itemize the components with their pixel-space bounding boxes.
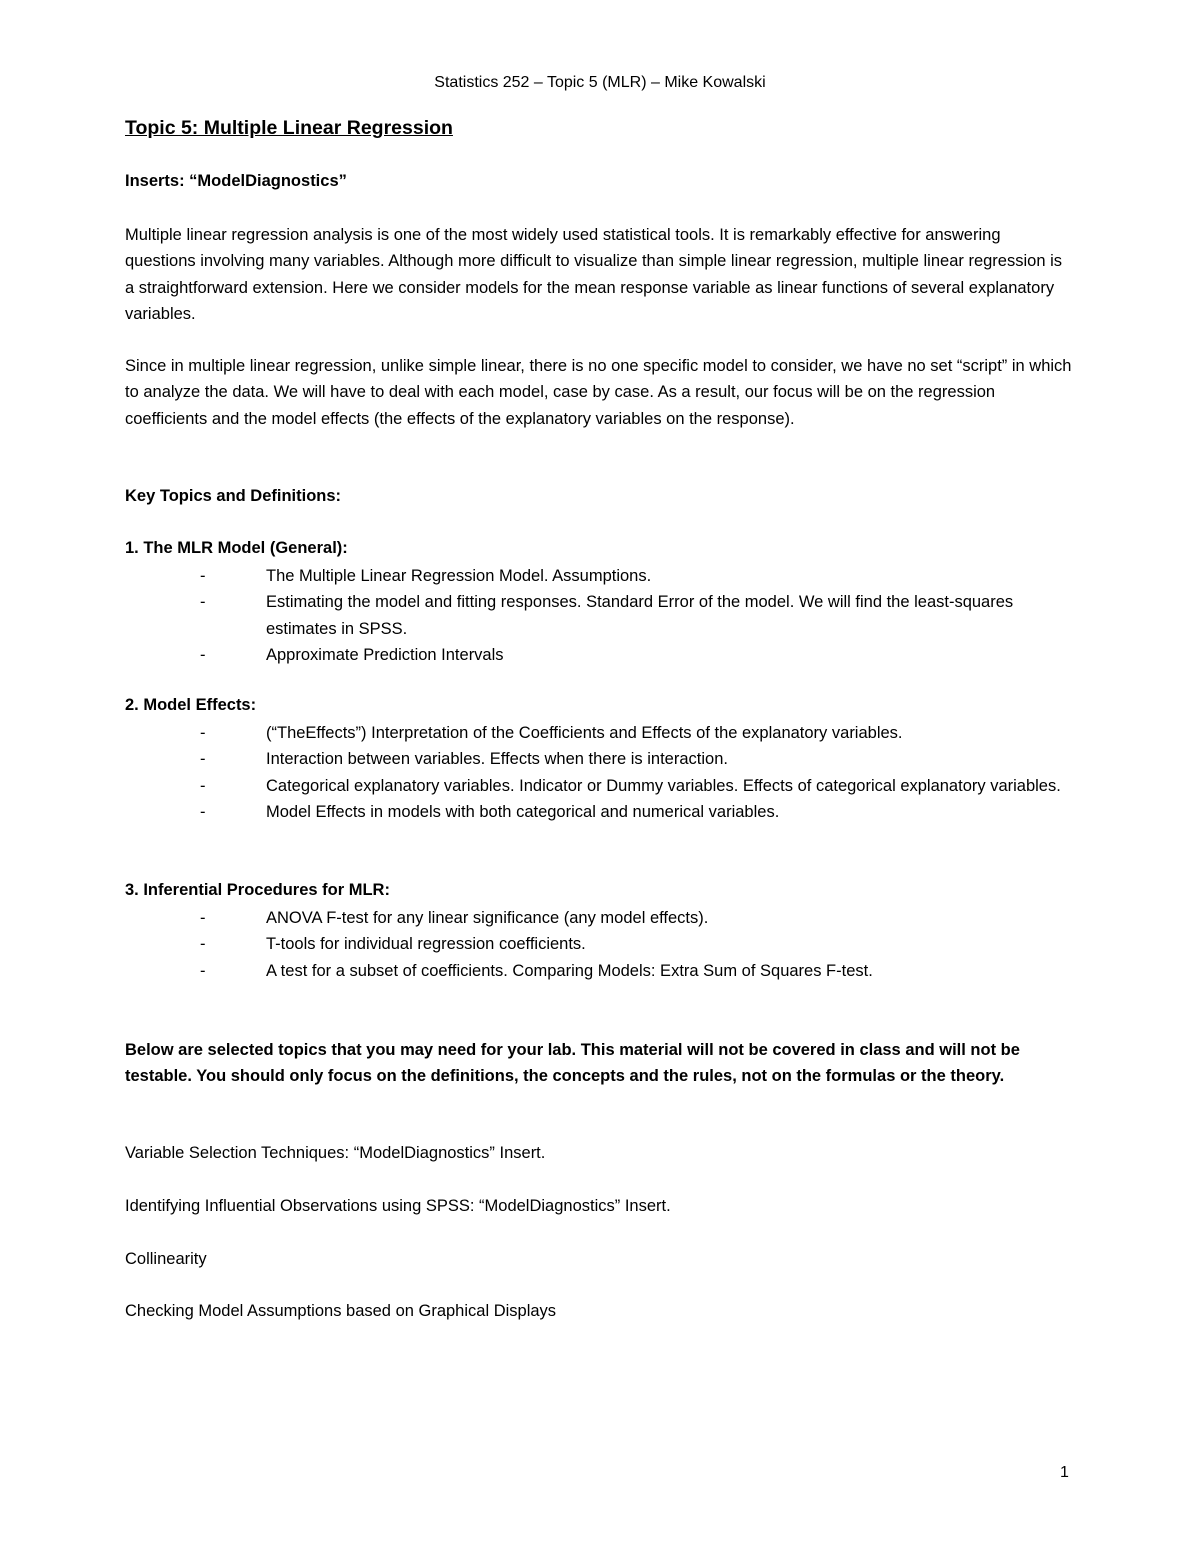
list-item — [200, 746, 1080, 772]
dash-bullet: - — [200, 961, 206, 980]
list-item — [200, 773, 1080, 799]
list-item-text: Model Effects in models with both categorical and numerical variables. — [266, 802, 780, 821]
dash-bullet: - — [200, 593, 206, 612]
list-item-text: Estimating the model and fitting responses. Standard Error of the model. We will find the least-squares estimates in SPSS. — [266, 593, 1014, 638]
list-item — [200, 642, 1080, 668]
list-item-text: A test for a subset of coefficients. Comparing Models: Extra Sum of Squares F-test. — [266, 961, 873, 980]
list-item — [200, 931, 1080, 957]
inserts-line: Inserts: “ModelDiagnostics” — [125, 172, 347, 190]
list-item — [200, 563, 1080, 589]
list-item-text: ANOVA F-test for any linear significance (any model effects). — [266, 909, 709, 927]
dash-bullet: - — [200, 909, 206, 927]
dash-bullet: - — [200, 802, 206, 821]
section-heading-inferential-procedures: 3. Inferential Procedures for MLR: — [125, 881, 390, 899]
list-item — [200, 905, 1080, 931]
dash-bullet: - — [200, 750, 206, 769]
selected-topic-influential-observations: Identifying Influential Observations using SPSS: “ModelDiagnostics” Insert. — [125, 1197, 671, 1215]
selected-topic-model-assumptions: Checking Model Assumptions based on Graphical Displays — [125, 1302, 557, 1320]
list-item-text: Interaction between variables. Effects when there is interaction. — [266, 750, 728, 769]
page-header: Statistics 252 – Topic 5 (MLR) – Mike Kowalski — [434, 74, 766, 91]
focus-paragraph: Since in multiple linear regression, unlike simple linear, there is no one specific model to consider, we have no set “script” in which to analyze the data. We will have to deal with each model, case by case. As a result, our focus will be on the regression coefficients and the model effects (the effects of the explanatory variables on the response). — [125, 357, 1072, 428]
key-topics-heading: Key Topics and Definitions: — [125, 487, 342, 505]
dash-bullet: - — [200, 724, 206, 742]
list-item-text: The Multiple Linear Regression Model. Assumptions. — [266, 567, 652, 585]
dash-bullet: - — [200, 645, 206, 664]
list-item-text: T-tools for individual regression coefficients. — [266, 935, 586, 954]
page-number: 1 — [1060, 1464, 1069, 1481]
lab-note-paragraph: Below are selected topics that you may need for your lab. This material will not be covered in class and will not be testable. You should only focus on the definitions, the concepts and the rules, not on the formulas or the theory. — [125, 1041, 1020, 1086]
page-title: Topic 5: Multiple Linear Regression — [125, 117, 453, 139]
dash-bullet: - — [200, 567, 206, 585]
list-item — [200, 720, 1080, 746]
list-item-text: Categorical explanatory variables. Indicator or Dummy variables. Effects of categorical explanatory variables. — [266, 776, 1061, 795]
list-item — [200, 958, 1080, 984]
list-item — [200, 589, 1080, 642]
selected-topic-variable-selection: Variable Selection Techniques: “ModelDiagnostics” Insert. — [125, 1144, 546, 1162]
section-heading-model-effects: 2. Model Effects: — [125, 696, 257, 714]
selected-topic-collinearity: Collinearity — [125, 1250, 207, 1268]
list-item-text: (“TheEffects”) Interpretation of the Coefficients and Effects of the explanatory variables. — [266, 724, 903, 742]
list-item-text: Approximate Prediction Intervals — [266, 645, 504, 664]
section-heading-mlr-model: 1. The MLR Model (General): — [125, 539, 348, 557]
section-list-mlr-model — [200, 563, 1080, 668]
dash-bullet: - — [200, 776, 206, 795]
section-list-model-effects — [200, 720, 1080, 825]
intro-paragraph: Multiple linear regression analysis is one of the most widely used statistical tools. It is remarkably effective for answering questions involving many variables. Although more difficult to visualize than simple linear regression, multiple linear regression is a straightforward extension. Here we consider models for the mean response variable as linear functions of several explanatory variables. — [125, 226, 1062, 323]
list-item — [200, 799, 1080, 825]
dash-bullet: - — [200, 935, 206, 954]
section-list-inferential-procedures — [200, 905, 1080, 984]
